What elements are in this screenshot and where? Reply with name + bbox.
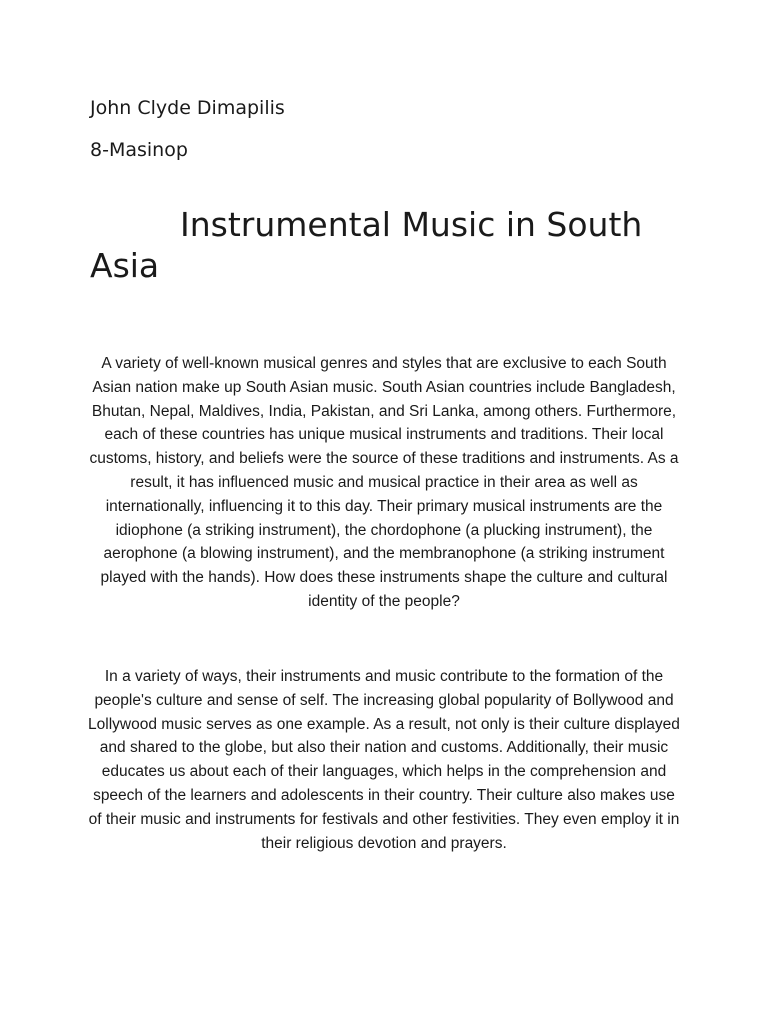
paragraph-intro: A variety of well-known musical genres and styles that are exclusive to each South Asian nation make up South Asian music. South Asian countries include Bangladesh, Bhutan, Nepal, Maldives, India, Pakistan, and Sri Lanka, among others. Furthermore, each of these countries has unique musical instruments and traditions. Their local customs, history, and beliefs were the source of these traditions and instruments. As a result, it has influenced music and musical practice in their area as well as internationally, influencing it to this day. Their primary musical instruments are the idiophone (a striking instrument), the chordophone (a plucking instrument), the aerophone (a blowing instrument), and the membranophone (a striking instrument played with the hands). How does these instruments shape the culture and cultural identity of the people? — [89, 355, 679, 610]
author-name: John Clyde Dimapilis — [90, 97, 285, 119]
class-section: 8-Masinop — [90, 139, 188, 161]
document-title: Instrumental Music in South Asia — [90, 205, 643, 285]
paragraph-culture: In a variety of ways, their instruments and music contribute to the formation of the people's culture and sense of self. The increasing global popularity of Bollywood and Lollywood music serves as one example. As a result, not only is their culture displayed and shared to the globe, but also their nation and customs. Additionally, their music educates us about each of their languages, which helps in the comprehension and speech of the learners and adolescents in their country. Their culture also makes use of their music and instruments for festivals and other festivities. They even employ it in their religious devotion and prayers. — [88, 668, 680, 852]
